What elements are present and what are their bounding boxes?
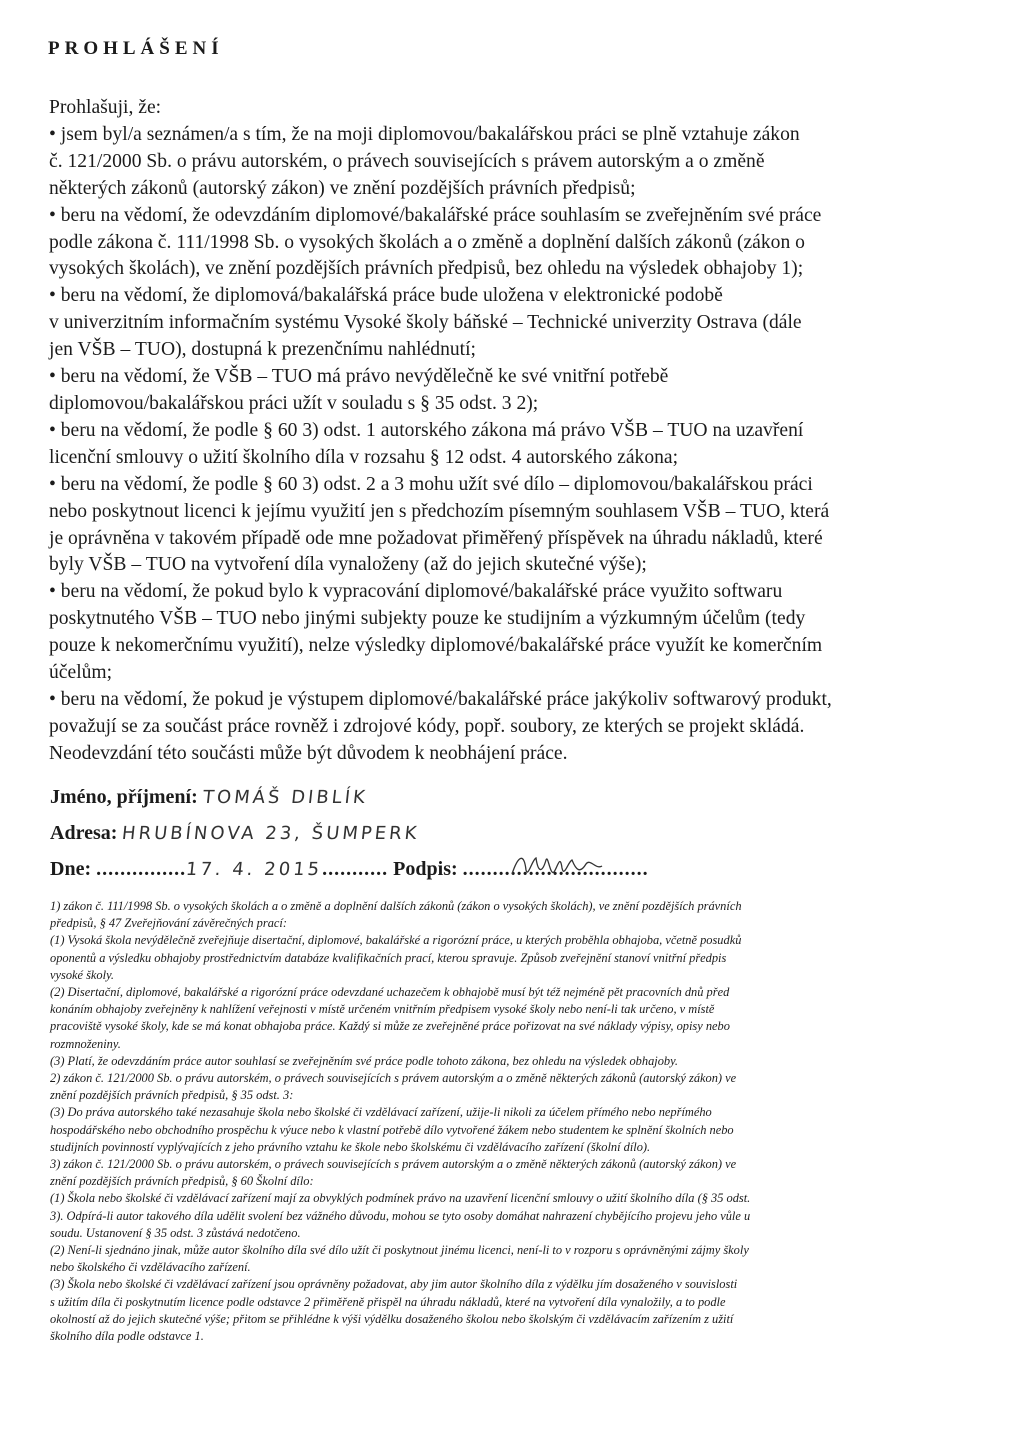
name-value: TOMÁŠ DIBLÍK <box>201 787 369 808</box>
declaration-line: vysokých školách), ve znění pozdějších právních předpisů, bez ohledu na výsledek obhajoby 1); <box>49 258 804 280</box>
declaration-line: byly VŠB – TUO na vytvoření díla vynaloženy (až do jejich skutečné výše); <box>49 554 647 576</box>
declaration-line: pouze k nekomerčnímu využití), nelze výsledky diplomové/bakalářské práce využít ke komerčním <box>49 635 823 657</box>
date-signature-field <box>50 858 650 894</box>
footnote-line: (3) Škola nebo školské či vzdělávací zařízení jsou oprávněny požadovat, aby jim autor školního díla z výdělku jím dosaženého v souvislosti <box>50 1277 738 1292</box>
declaration-line: • beru na vědomí, že VŠB – TUO má právo nevýdělečně ke své vnitřní potřebě <box>49 366 669 388</box>
footnote-line: školního díla podle odstavce 1. <box>50 1329 204 1344</box>
date-value: 17. 4. 2015 <box>185 859 324 880</box>
address-label: Adresa: <box>50 822 118 844</box>
declaration-line: v univerzitním informačním systému Vysoké školy báňské – Technické univerzity Ostrava (dále <box>49 312 802 334</box>
declaration-line: • beru na vědomí, že diplomová/bakalářská práce bude uložena v elektronické podobě <box>49 285 723 307</box>
declaration-line: č. 121/2000 Sb. o právu autorském, o právech souvisejících s právem autorským a o změně <box>49 150 765 172</box>
declaration-line: • beru na vědomí, že odevzdáním diplomové/bakalářské práce souhlasím se zveřejněním své práce <box>49 204 822 226</box>
signature-fields <box>50 786 650 894</box>
footnote-line: (2) Není-li sjednáno jinak, může autor školního díla své dílo užít či poskytnout jinému licenci, není-li to v rozporu s oprávněnými zájmy školy <box>50 1243 749 1258</box>
declaration-lines <box>49 122 979 768</box>
footnote-line: pracoviště vysoké školy, kde se má konat obhajoba práce. Každý si může ze zveřejněné práce pořizovat na své náklady výpisy, opisy nebo <box>50 1019 730 1034</box>
declaration-line: Neodevzdání této součásti může být důvodem k neobhájení práce. <box>49 742 568 764</box>
footnote-line: znění pozdějších právních předpisů, § 60 Školní dílo: <box>50 1174 314 1189</box>
signature-label: Podpis: <box>393 858 458 880</box>
footnote-line: 3). Odpírá-li autor takového díla udělit svolení bez vážného důvodu, mohou se tyto osoby domáhat nahrazení chybějícího projevu jeho vůle u <box>50 1208 751 1223</box>
declaration-line: • beru na vědomí, že pokud bylo k vypracování diplomové/bakalářské práce využito softwaru <box>49 581 783 603</box>
footnote-line: vysoké školy. <box>50 967 114 982</box>
footnote-line: studijních povinností vyplývajících z jeho právního vztahu ke škole nebo školskému či vzdělávacího zařízení (školní dílo). <box>50 1139 651 1154</box>
footnote-line: (1) Škola nebo školské či vzdělávací zařízení mají za obvyklých podmínek právo na uzavření licenční smlouvy o užití školního díla (§ 35 odst. <box>50 1191 751 1206</box>
signature-dots: ............................... <box>462 858 649 880</box>
footnote-line: (3) Platí, že odevzdáním práce autor souhlasí se zveřejněním své práce podle tohoto zákona, bez ohledu na výsledek obhajoby. <box>50 1053 679 1068</box>
declaration-line: některých zákonů (autorský zákon) ve znění pozdějších právních předpisů; <box>49 177 636 199</box>
declaration-line: licenční smlouvy o užití školního díla v rozsahu § 12 odst. 4 autorského zákona; <box>49 446 679 468</box>
footnote-line: okolností až do jejich skutečné výše; přitom se přihlédne k výši výdělku dosaženého školou nebo školským či vzdělávacím zařízením z užití <box>50 1311 734 1326</box>
declaration-body <box>49 95 979 768</box>
footnote-line: s užitím díla či poskytnutím licence podle odstavce 2 přiměřeně přispěl na úhradu nákladů, které na vytvoření díla vynaložily, a to podle <box>50 1294 726 1309</box>
declaration-line: • beru na vědomí, že pokud je výstupem diplomové/bakalářské práce jakýkoliv softwarový produkt, <box>49 688 832 710</box>
footnote-line: 1) zákon č. 111/1998 Sb. o vysokých školách a o změně a doplnění dalších zákonů (zákon o vysokých školách), ve znění pozdějších právních <box>50 899 742 913</box>
footnote-line: (2) Disertační, diplomové, bakalářské a rigorózní práce odevzdané uchazečem k obhajobě musí být též nejméně pět pracovních dnů před <box>50 985 730 1000</box>
date-dots-before: ............... <box>96 858 187 880</box>
footnote-line: nebo školského či vzdělávacího zařízení. <box>50 1260 251 1275</box>
footnote-line: 2) zákon č. 121/2000 Sb. o právu autorském, o právech souvisejících s právem autorským a o změně některých zákonů (autorský zákon) ve <box>50 1071 737 1086</box>
address-value: HRUBÍNOVA 23, ŠUMPERK <box>121 823 421 844</box>
declaration-line: je oprávněna v takovém případě ode mne požadovat přiměřený příspěvek na úhradu nákladů, které <box>49 527 823 549</box>
declaration-line: účelům; <box>49 662 113 684</box>
intro-line: Prohlašuji, že: <box>49 97 162 118</box>
declaration-line: poskytnutého VŠB – TUO nebo jinými subjekty pouze ke studijním a výzkumným účelům (tedy <box>49 608 806 630</box>
page-title: PROHLÁŠENÍ <box>48 38 224 59</box>
handwritten-signature <box>506 848 606 884</box>
declaration-line: • beru na vědomí, že podle § 60 3) odst. 1 autorského zákona má právo VŠB – TUO na uzavření <box>49 419 804 441</box>
footnotes <box>50 898 970 1345</box>
footnote-line: (1) Vysoká škola nevýdělečně zveřejňuje disertační, diplomové, bakalářské a rigorózní práce, u kterých proběhla obhajoba, včetně posudků <box>50 933 742 948</box>
footnote-line: hospodářského nebo obchodního prospěchu k výuce nebo k vlastní potřebě dílo vytvořené žákem nebo studentem ke splnění školních nebo <box>50 1122 734 1137</box>
footnote-line: 3) zákon č. 121/2000 Sb. o právu autorském, o právech souvisejících s právem autorským a o změně některých zákonů (autorský zákon) ve <box>50 1157 737 1172</box>
declaration-line: považují se za součást práce rovněž i zdrojové kódy, popř. soubory, ze kterých se projekt skládá. <box>49 715 805 737</box>
footnote-line: konáním obhajoby zveřejněny k nahlížení veřejnosti v místě určeném vnitřním předpisem vysoké školy nebo není-li tak určeno, v místě <box>50 1002 715 1017</box>
date-dots-after: ........... <box>322 858 389 880</box>
date-label: Dne: <box>50 858 92 880</box>
footnote-line: oponentů a výsledku obhajoby prostřednictvím databáze kvalifikačních prací, kterou spravuje. Způsob zveřejnění stanoví vnitřní předpis <box>50 950 727 965</box>
declaration-line: nebo poskytnout licenci k jejímu využití jen s předchozím písemným souhlasem VŠB – TUO, která <box>49 500 830 522</box>
footnote-line: (3) Do práva autorského také nezasahuje škola nebo školské či vzdělávací zařízení, užije-li nikoli za účelem přímého nebo nepřímého <box>50 1105 712 1120</box>
declaration-line: jen VŠB – TUO), dostupná k prezenčnímu nahlédnutí; <box>49 339 477 361</box>
footnote-line: znění pozdějších právních předpisů, § 35 odst. 3: <box>50 1088 294 1103</box>
footnote-line: rozmnoženiny. <box>50 1036 121 1051</box>
footnote-line: soudu. Ustanovení § 35 odst. 3 zůstává nedotčeno. <box>50 1225 301 1240</box>
declaration-line: • jsem byl/a seznámen/a s tím, že na moji diplomovou/bakalářskou práci se plně vztahuje zákon <box>49 123 800 145</box>
declaration-line: • beru na vědomí, že podle § 60 3) odst. 2 a 3 mohu užít své dílo – diplomovou/bakalářskou práci <box>49 473 813 495</box>
footnote-line: předpisů, § 47 Zveřejňování závěrečných prací: <box>50 916 287 931</box>
declaration-line: podle zákona č. 111/1998 Sb. o vysokých školách a o změně a doplnění dalších zákonů (zákon o <box>49 231 805 253</box>
name-field <box>50 786 650 822</box>
declaration-line: diplomovou/bakalářskou práci užít v souladu s § 35 odst. 3 2); <box>49 392 539 414</box>
name-label: Jméno, příjmení: <box>50 786 198 808</box>
